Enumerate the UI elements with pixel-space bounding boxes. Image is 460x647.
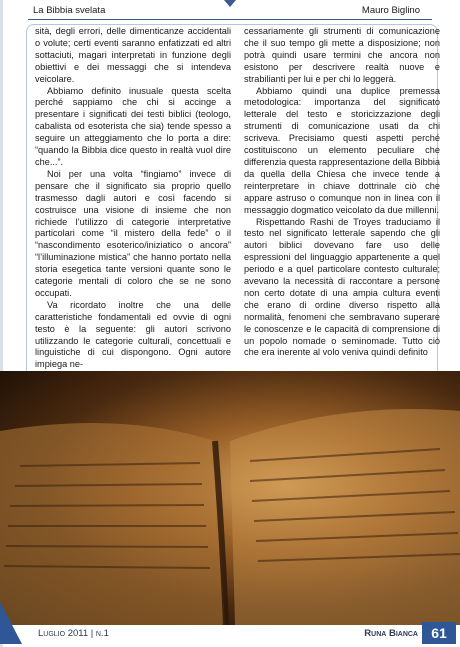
paragraph: Va ricordato inoltre che una delle caratteristiche fondamentali ed ovvie di ogni testo è la seguente: gli autori scrivono utilizzando le categorie culturali, concettuali e linguistiche di cui dispongono. Ogni autore impiega ne- <box>35 299 231 370</box>
paragraph: Abbiamo definito inusuale questa scelta perché sappiamo che chi si accinge a presentare i significati dei testi biblici (teologo, cabalista od esoterista che sia) tende spesso a seguire un atteggiamento che lo porta a dire: “quando la Bibbia dice questo in realtà vuol dire che...”. <box>35 85 231 167</box>
text-column-right <box>244 26 440 359</box>
running-header <box>0 0 460 22</box>
paragraph: Noi per una volta “fingiamo” invece di pensare che il significato sia proprio quello trasmesso dagli autori e così facendo si costruisce una visione di insieme che non richiede l’utilizzo di categorie interpretative particolari come “il mistero della fede” o il “nascondimento esoterico/iniziatico o ancora” “l’illuminazione mistica” che hanno portato nella storia esegetica tante versioni quante sono le categorie mentali di coloro che se ne sono occupati. <box>35 168 231 298</box>
issue-label: Luglio 2011 | n.1 <box>38 628 109 639</box>
book-illustration <box>0 371 460 625</box>
text-column-left <box>35 26 231 371</box>
author-name: Mauro Biglino <box>361 5 420 16</box>
corner-decoration <box>0 602 22 644</box>
header-rule <box>28 19 432 20</box>
open-ancient-book-photo <box>0 371 460 625</box>
paragraph: Rispettando Rashi de Troyes traduciamo il testo nel significato letterale sapendo che gli autori biblici dovevano fare uso delle espressioni del linguaggio appartenente a quel periodo e a quel particolare contesto culturale; avevano la necessità di raccontare a persone non certo dotate di una ampia cultura eventi che erano di ordine diverso rispetto alla normalità, fenomeni che sembravano superare le conoscenze e le capacità di comprensione di un popolo nomade o seminomade. Tutto ciò che era inerente al volo veniva quindi definito <box>244 216 440 358</box>
page-footer <box>0 622 460 647</box>
paragraph: cessariamente gli strumenti di comunicazione che il suo tempo gli mette a disposizione; non potrà quindi usare termini che ancora non esistono per descrivere realtà nuove e strabilianti per lui e per chi lo leggerà. <box>244 26 440 84</box>
header-marker-icon <box>224 0 236 7</box>
magazine-name: Runa Bianca <box>364 628 418 639</box>
book-title: La Bibbia svelata <box>33 5 106 16</box>
paragraph: sità, degli errori, delle dimenticanze accidentali o volute; certi eventi saranno enfatizzati ed altri sottaciuti, magari interpretati in funzione degli obiettivi e dei messaggi che si intendeva veicolare. <box>35 26 231 84</box>
paragraph: Abbiamo quindi una duplice premessa metodologica: importanza del significato letterale del testo e storicizzazione degli strumenti di comunicazione usati da chi scriveva. Precisiamo questi aspetti perché costituiscono un elemento peculiare che differenzia questa rappresentazione della Bibbia da quella della Chiesa che invece tende a reinterpretare in chiave dottrinale ciò che appare astruso o comunque non in linea con il messaggio dogmatico veicolato da due millenni. <box>244 85 440 215</box>
page-number: 61 <box>422 622 456 644</box>
